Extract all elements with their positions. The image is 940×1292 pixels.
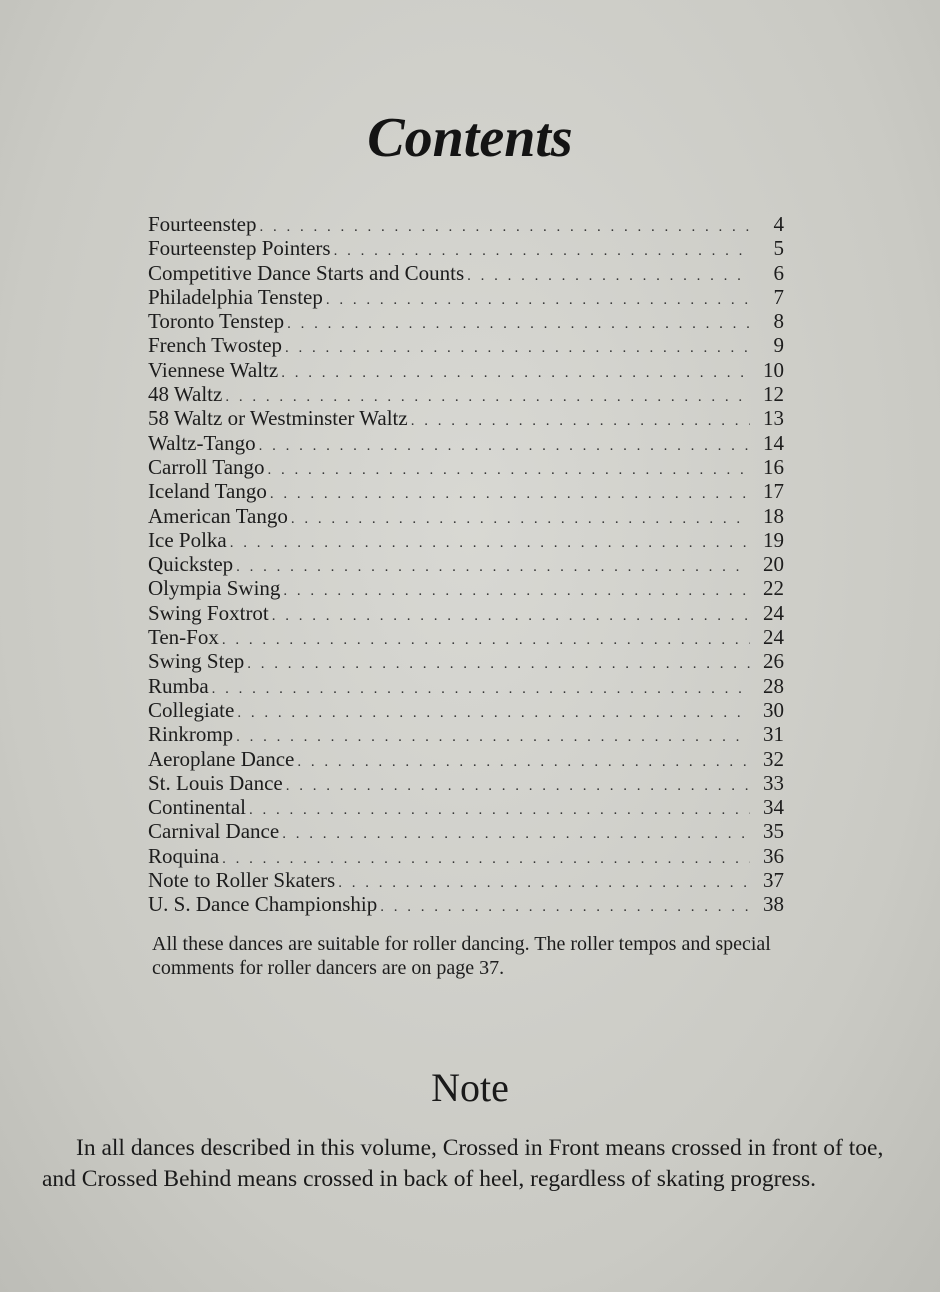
page-title: Contents — [367, 107, 573, 169]
toc-entry — [148, 261, 784, 285]
toc-entry-page: 35 — [763, 819, 784, 844]
toc-entry-page: 19 — [763, 527, 784, 552]
toc-entry-label: Ten-Fox — [148, 625, 219, 650]
toc-entry-page: 17 — [763, 479, 784, 504]
dot-leader — [272, 604, 750, 628]
toc-entry-label: Viennese Waltz — [148, 357, 279, 382]
dot-leader — [237, 701, 750, 725]
note-body: In all dances described in this volume, Crossed in Front means crossed in front of toe, and Crossed Behind means crossed in back of heel, regardless of skating progress. — [42, 1135, 884, 1192]
toc-entry-label: Ice Polka — [148, 527, 227, 552]
toc-entry-label: Fourteenstep — [148, 212, 257, 236]
toc-entry-label: American Tango — [148, 503, 288, 528]
toc-entry — [148, 625, 784, 649]
toc-entry-page: 32 — [763, 746, 784, 771]
dot-leader — [467, 264, 750, 288]
toc-entry — [148, 455, 784, 479]
table-of-contents — [148, 212, 784, 917]
toc-entry-label: U. S. Dance Championship — [148, 892, 378, 917]
toc-entry-page: 37 — [763, 868, 784, 893]
dot-leader — [249, 798, 750, 822]
toc-entry-label: Carroll Tango — [148, 454, 265, 479]
toc-entry — [148, 236, 784, 260]
dot-leader — [236, 725, 750, 749]
dot-leader — [285, 336, 750, 360]
toc-entry-label: Aeroplane Dance — [148, 746, 295, 771]
toc-entry-label: Continental — [148, 795, 246, 820]
toc-entry — [148, 431, 784, 455]
toc-entry-page: 34 — [763, 795, 784, 820]
toc-entry — [148, 212, 784, 236]
toc-entry-page: 5 — [773, 236, 784, 261]
toc-entry — [148, 285, 784, 309]
toc-entry-page: 26 — [763, 649, 784, 674]
toc-entry-page: 22 — [763, 576, 784, 601]
toc-entry — [148, 576, 784, 600]
dot-leader — [282, 822, 750, 846]
toc-entry-page: 30 — [763, 697, 784, 722]
toc-entry-page: 4 — [773, 212, 784, 236]
toc-entry-label: Carnival Dance — [148, 819, 280, 844]
toc-entry-page: 38 — [763, 892, 784, 917]
toc-entry-label: Waltz-Tango — [148, 430, 256, 455]
dot-leader — [286, 774, 750, 798]
toc-entry — [148, 333, 784, 357]
toc-entry — [148, 649, 784, 673]
toc-entry-page: 16 — [763, 454, 784, 479]
dot-leader — [259, 215, 750, 239]
dot-leader — [338, 871, 750, 895]
roller-remark: All these dances are suitable for roller dancing. The roller tempos and special comments for roller dancers are on page 37. — [152, 933, 771, 979]
toc-entry-page: 13 — [763, 406, 784, 431]
toc-entry-label: St. Louis Dance — [148, 770, 283, 795]
toc-entry — [148, 528, 784, 552]
toc-entry — [148, 479, 784, 503]
note-heading: Note — [431, 1065, 509, 1110]
toc-entry — [148, 844, 784, 868]
toc-entry — [148, 698, 784, 722]
dot-leader — [281, 361, 750, 385]
toc-entry-label: Iceland Tango — [148, 479, 267, 504]
toc-entry-page: 36 — [763, 843, 784, 868]
toc-entry — [148, 601, 784, 625]
toc-entry — [148, 819, 784, 843]
dot-leader — [326, 288, 750, 312]
dot-leader — [230, 531, 750, 555]
toc-entry-label: Swing Foxtrot — [148, 600, 269, 625]
dot-leader — [222, 628, 750, 652]
dot-leader — [247, 652, 750, 676]
toc-entry-label: Competitive Dance Starts and Counts — [148, 260, 465, 285]
toc-entry-label: Rinkromp — [148, 722, 234, 747]
toc-entry-label: Swing Step — [148, 649, 245, 674]
toc-entry-page: 10 — [763, 357, 784, 382]
toc-entry — [148, 747, 784, 771]
toc-entry-label: 58 Waltz or Westminster Waltz — [148, 406, 408, 431]
dot-leader — [297, 750, 750, 774]
toc-entry — [148, 795, 784, 819]
toc-entry — [148, 504, 784, 528]
toc-entry-label: Roquina — [148, 843, 220, 868]
toc-entry — [148, 358, 784, 382]
toc-entry-page: 7 — [773, 284, 784, 309]
toc-entry — [148, 674, 784, 698]
toc-entry — [148, 892, 784, 916]
toc-entry-label: Philadelphia Tenstep — [148, 284, 323, 309]
dot-leader — [411, 409, 750, 433]
toc-entry-page: 28 — [763, 673, 784, 698]
toc-entry-label: Fourteenstep Pointers — [148, 236, 331, 261]
dot-leader — [212, 677, 750, 701]
toc-entry-page: 18 — [763, 503, 784, 528]
toc-entry-page: 12 — [763, 382, 784, 407]
dot-leader — [270, 482, 750, 506]
toc-entry — [148, 868, 784, 892]
toc-entry — [148, 722, 784, 746]
toc-entry — [148, 309, 784, 333]
toc-entry-page: 24 — [763, 625, 784, 650]
toc-entry-label: Collegiate — [148, 697, 235, 722]
toc-entry-label: Note to Roller Skaters — [148, 868, 336, 893]
toc-entry-label: Olympia Swing — [148, 576, 281, 601]
dot-leader — [236, 555, 750, 579]
dot-leader — [380, 895, 750, 919]
dot-leader — [291, 507, 750, 531]
dot-leader — [287, 312, 750, 336]
toc-entry-page: 14 — [763, 430, 784, 455]
toc-entry-page: 20 — [763, 552, 784, 577]
dot-leader — [283, 579, 750, 603]
toc-entry-page: 31 — [763, 722, 784, 747]
toc-entry-page: 8 — [773, 309, 784, 334]
toc-entry-label: Rumba — [148, 673, 209, 698]
toc-entry-label: 48 Waltz — [148, 382, 223, 407]
toc-entry-page: 33 — [763, 770, 784, 795]
toc-entry — [148, 552, 784, 576]
toc-entry — [148, 406, 784, 430]
toc-entry-label: French Twostep — [148, 333, 283, 358]
dot-leader — [259, 434, 750, 458]
toc-entry-label: Quickstep — [148, 552, 234, 577]
dot-leader — [268, 458, 750, 482]
toc-entry-page: 9 — [773, 333, 784, 358]
toc-entry — [148, 382, 784, 406]
toc-entry-page: 24 — [763, 600, 784, 625]
toc-entry — [148, 771, 784, 795]
toc-entry-page: 6 — [773, 260, 784, 285]
toc-entry-label: Toronto Tenstep — [148, 309, 285, 334]
